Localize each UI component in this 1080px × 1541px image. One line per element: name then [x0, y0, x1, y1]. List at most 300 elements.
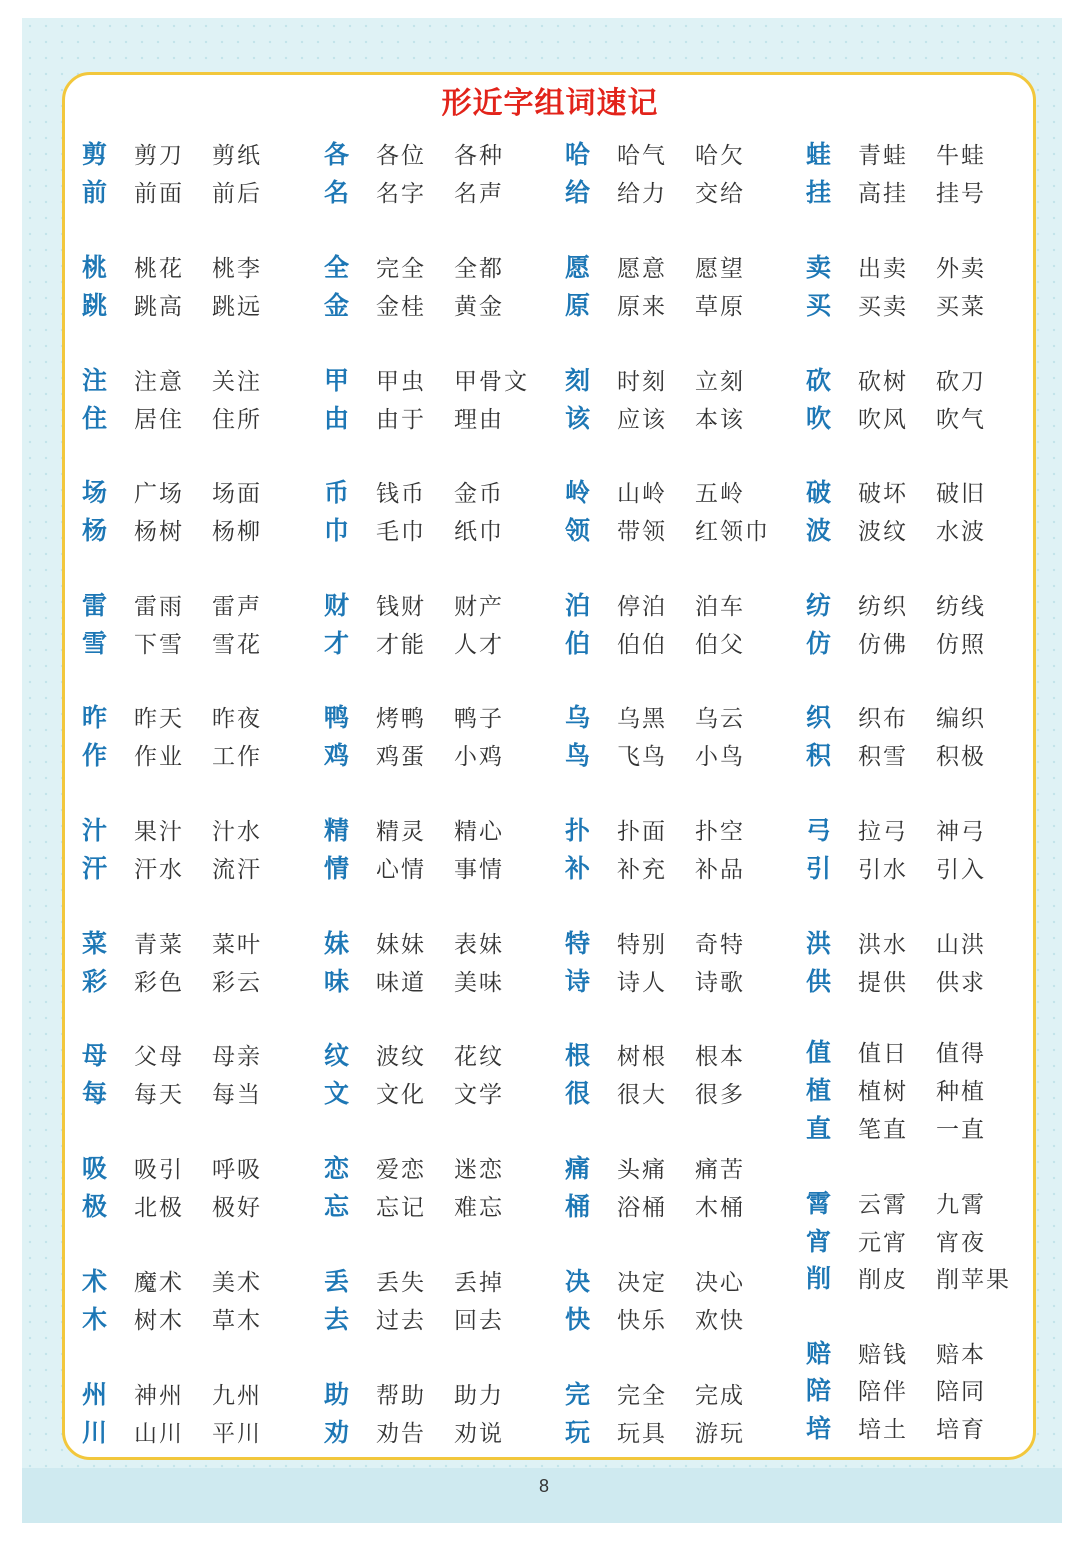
- entry-word: 各位: [376, 142, 426, 169]
- entry-character: 培: [806, 1414, 832, 1443]
- entry-word: 纺线: [936, 593, 986, 620]
- entry-word: 全都: [454, 255, 504, 282]
- entry-character: 诗: [565, 967, 591, 996]
- entry-word: 金币: [454, 480, 504, 507]
- word-entry: [565, 923, 773, 961]
- entry-word: 桃李: [212, 255, 262, 282]
- entry-word: 剪刀: [134, 142, 184, 169]
- entry-word: 很大: [617, 1081, 667, 1108]
- word-entry: [82, 398, 290, 436]
- entry-word: 山川: [134, 1420, 184, 1447]
- word-entry: [324, 923, 532, 961]
- entry-character: 助: [324, 1380, 350, 1409]
- entry-word: 树根: [617, 1043, 667, 1070]
- word-entry: [806, 810, 1014, 848]
- entry-character: 完: [565, 1380, 591, 1409]
- entry-character: 赔: [806, 1339, 832, 1368]
- entry-word: 九霄: [936, 1191, 986, 1218]
- entry-word: 花纹: [454, 1043, 504, 1070]
- entry-word: 雷声: [212, 593, 262, 620]
- entry-character: 妹: [324, 929, 350, 958]
- entry-word: 仿照: [936, 631, 986, 658]
- entry-word: 人才: [454, 631, 504, 658]
- entry-word: 钱财: [376, 593, 426, 620]
- entry-word: 跳远: [212, 293, 262, 320]
- entry-word: 高挂: [858, 180, 908, 207]
- word-entry: [806, 1333, 1014, 1371]
- entry-character: 财: [324, 591, 350, 620]
- entry-character: 恋: [324, 1154, 350, 1183]
- entry-character: 引: [806, 854, 832, 883]
- entry-character: 汗: [82, 854, 108, 883]
- entry-word: 培育: [936, 1416, 986, 1443]
- entry-character: 快: [565, 1305, 591, 1334]
- entry-word: 金桂: [376, 293, 426, 320]
- entry-word: 青菜: [134, 931, 184, 958]
- entry-word: 吸引: [134, 1156, 184, 1183]
- entry-character: 仿: [806, 629, 832, 658]
- entry-character: 卖: [806, 253, 832, 282]
- word-entry: [806, 1221, 1014, 1259]
- word-entry: [806, 1258, 1014, 1296]
- entry-word: 树木: [134, 1307, 184, 1334]
- entry-character: 州: [82, 1380, 108, 1409]
- entry-character: 领: [565, 516, 591, 545]
- word-entry: [565, 697, 773, 735]
- entry-word: 甲虫: [376, 368, 426, 395]
- entry-word: 关注: [212, 368, 262, 395]
- word-entry: [565, 1073, 773, 1111]
- entry-character: 场: [82, 478, 108, 507]
- entry-word: 青蛙: [858, 142, 908, 169]
- entry-word: 扑空: [695, 818, 745, 845]
- entry-word: 忘记: [376, 1194, 426, 1221]
- entry-character: 吸: [82, 1154, 108, 1183]
- entry-character: 波: [806, 516, 832, 545]
- entry-word: 难忘: [454, 1194, 504, 1221]
- entry-word: 应该: [617, 406, 667, 433]
- word-entry: [565, 1261, 773, 1299]
- word-entry: [565, 472, 773, 510]
- entry-word: 草木: [212, 1307, 262, 1334]
- entry-word: 帮助: [376, 1382, 426, 1409]
- entry-word: 提供: [858, 969, 908, 996]
- entry-character: 直: [806, 1114, 832, 1143]
- entry-character: 菜: [82, 929, 108, 958]
- entry-word: 妹妹: [376, 931, 426, 958]
- entry-word: 欢快: [695, 1307, 745, 1334]
- entry-word: 钱币: [376, 480, 426, 507]
- word-entry: [324, 1374, 532, 1412]
- entry-character: 桃: [82, 253, 108, 282]
- entry-word: 根本: [695, 1043, 745, 1070]
- entry-character: 住: [82, 404, 108, 433]
- entry-word: 文学: [454, 1081, 504, 1108]
- entry-word: 供求: [936, 969, 986, 996]
- entry-character: 决: [565, 1267, 591, 1296]
- entry-word: 烤鸭: [376, 705, 426, 732]
- entry-character: 洪: [806, 929, 832, 958]
- entry-word: 诗人: [617, 969, 667, 996]
- word-entry: [82, 1261, 290, 1299]
- word-entry: [324, 1073, 532, 1111]
- word-entry: [565, 585, 773, 623]
- word-entry: [82, 810, 290, 848]
- entry-word: 砍树: [858, 368, 908, 395]
- entry-character: 破: [806, 478, 832, 507]
- entry-word: 场面: [212, 480, 262, 507]
- word-entry: [806, 134, 1014, 172]
- entry-word: 赔本: [936, 1341, 986, 1368]
- entry-character: 伯: [565, 629, 591, 658]
- entry-word: 吹气: [936, 406, 986, 433]
- word-entry: [324, 398, 532, 436]
- entry-character: 甲: [324, 366, 350, 395]
- entry-word: 五岭: [695, 480, 745, 507]
- entry-word: 财产: [454, 593, 504, 620]
- entry-word: 波纹: [858, 518, 908, 545]
- word-entry: [806, 172, 1014, 210]
- word-entry: [806, 510, 1014, 548]
- entry-word: 才能: [376, 631, 426, 658]
- entry-word: 宵夜: [936, 1229, 986, 1256]
- entry-word: 仿佛: [858, 631, 908, 658]
- entry-word: 丢掉: [454, 1269, 504, 1296]
- entry-word: 元宵: [858, 1229, 908, 1256]
- entry-word: 每天: [134, 1081, 184, 1108]
- entry-character: 植: [806, 1076, 832, 1105]
- entry-character: 杨: [82, 516, 108, 545]
- word-entry: [806, 585, 1014, 623]
- entry-word: 迷恋: [454, 1156, 504, 1183]
- entry-word: 广场: [134, 480, 184, 507]
- word-entry: [806, 1108, 1014, 1146]
- entry-character: 汁: [82, 816, 108, 845]
- entry-word: 笔直: [858, 1116, 908, 1143]
- entry-word: 削苹果: [936, 1266, 1011, 1293]
- entry-word: 表妹: [454, 931, 504, 958]
- entry-word: 助力: [454, 1382, 504, 1409]
- word-entry: [82, 247, 290, 285]
- entry-word: 破坏: [858, 480, 908, 507]
- entry-character: 根: [565, 1041, 591, 1070]
- entry-word: 完全: [376, 255, 426, 282]
- entry-word: 理由: [454, 406, 504, 433]
- entry-word: 居住: [134, 406, 184, 433]
- word-entry: [82, 961, 290, 999]
- entry-word: 母亲: [212, 1043, 262, 1070]
- entry-word: 草原: [695, 293, 745, 320]
- entry-word: 纸巾: [454, 518, 504, 545]
- entry-character: 川: [82, 1418, 108, 1447]
- entry-character: 鸡: [324, 741, 350, 770]
- entry-word: 味道: [376, 969, 426, 996]
- entry-character: 给: [565, 178, 591, 207]
- word-entry: [806, 360, 1014, 398]
- entry-word: 小鸟: [695, 743, 745, 770]
- entry-character: 术: [82, 1267, 108, 1296]
- entry-word: 奇特: [695, 931, 745, 958]
- entry-word: 由于: [376, 406, 426, 433]
- entry-word: 削皮: [858, 1266, 908, 1293]
- word-entry: [806, 1183, 1014, 1221]
- entry-character: 雷: [82, 591, 108, 620]
- word-entry: [324, 623, 532, 661]
- entry-word: 丢失: [376, 1269, 426, 1296]
- entry-word: 甲骨文: [454, 368, 529, 395]
- entry-word: 神州: [134, 1382, 184, 1409]
- entry-word: 伯伯: [617, 631, 667, 658]
- entry-character: 该: [565, 404, 591, 433]
- word-entry: [324, 735, 532, 773]
- word-entry: [565, 1412, 773, 1450]
- entry-word: 砍刀: [936, 368, 986, 395]
- word-entry: [324, 1261, 532, 1299]
- entry-word: 乌黑: [617, 705, 667, 732]
- entry-word: 注意: [134, 368, 184, 395]
- entry-character: 彩: [82, 967, 108, 996]
- entry-word: 桃花: [134, 255, 184, 282]
- word-entry: [82, 285, 290, 323]
- word-entry: [82, 510, 290, 548]
- entry-word: 停泊: [617, 593, 667, 620]
- entry-word: 木桶: [695, 1194, 745, 1221]
- word-entry: [324, 510, 532, 548]
- entry-word: 美味: [454, 969, 504, 996]
- entry-word: 愿意: [617, 255, 667, 282]
- entry-word: 引水: [858, 856, 908, 883]
- entry-character: 由: [324, 404, 350, 433]
- entry-character: 纹: [324, 1041, 350, 1070]
- entry-word: 出卖: [858, 255, 908, 282]
- entry-character: 全: [324, 253, 350, 282]
- entry-word: 补充: [617, 856, 667, 883]
- entry-word: 劝说: [454, 1420, 504, 1447]
- entry-word: 魔术: [134, 1269, 184, 1296]
- entry-word: 山洪: [936, 931, 986, 958]
- entry-word: 平川: [212, 1420, 262, 1447]
- word-entry: [565, 134, 773, 172]
- entry-word: 昨天: [134, 705, 184, 732]
- entry-character: 蛙: [806, 140, 832, 169]
- entry-character: 陪: [806, 1376, 832, 1405]
- entry-word: 工作: [212, 743, 262, 770]
- entry-character: 鸟: [565, 741, 591, 770]
- word-entry: [82, 697, 290, 735]
- entry-word: 头痛: [617, 1156, 667, 1183]
- entry-word: 买卖: [858, 293, 908, 320]
- entry-character: 砍: [806, 366, 832, 395]
- entry-character: 岭: [565, 478, 591, 507]
- entry-word: 跳高: [134, 293, 184, 320]
- word-entry: [82, 1186, 290, 1224]
- entry-character: 刻: [565, 366, 591, 395]
- entry-word: 下雪: [134, 631, 184, 658]
- entry-character: 忘: [324, 1192, 350, 1221]
- entry-word: 培土: [858, 1416, 908, 1443]
- entry-word: 愿望: [695, 255, 745, 282]
- entry-word: 神弓: [936, 818, 986, 845]
- entry-word: 事情: [454, 856, 504, 883]
- word-entry: [324, 134, 532, 172]
- word-entry: [82, 134, 290, 172]
- entry-word: 赔钱: [858, 1341, 908, 1368]
- word-entry: [565, 247, 773, 285]
- word-entry: [324, 1412, 532, 1450]
- entry-character: 特: [565, 929, 591, 958]
- entry-character: 补: [565, 854, 591, 883]
- entry-character: 弓: [806, 816, 832, 845]
- word-entry: [82, 172, 290, 210]
- entry-word: 飞鸟: [617, 743, 667, 770]
- entry-word: 雷雨: [134, 593, 184, 620]
- entry-word: 汁水: [212, 818, 262, 845]
- entry-word: 引入: [936, 856, 986, 883]
- entry-character: 精: [324, 816, 350, 845]
- entry-word: 乌云: [695, 705, 745, 732]
- entry-word: 一直: [936, 1116, 986, 1143]
- entry-word: 诗歌: [695, 969, 745, 996]
- word-entry: [82, 585, 290, 623]
- entry-word: 水波: [936, 518, 986, 545]
- entry-word: 本该: [695, 406, 745, 433]
- entry-character: 母: [82, 1041, 108, 1070]
- word-entry: [806, 961, 1014, 999]
- entry-character: 去: [324, 1305, 350, 1334]
- entry-word: 哈欠: [695, 142, 745, 169]
- entry-character: 极: [82, 1192, 108, 1221]
- entry-character: 玩: [565, 1418, 591, 1447]
- entry-character: 作: [82, 741, 108, 770]
- entry-word: 织布: [858, 705, 908, 732]
- word-entry: [324, 472, 532, 510]
- entry-word: 陪同: [936, 1378, 986, 1405]
- entry-word: 决定: [617, 1269, 667, 1296]
- entry-character: 跳: [82, 291, 108, 320]
- entry-word: 陪伴: [858, 1378, 908, 1405]
- entry-word: 父母: [134, 1043, 184, 1070]
- entry-word: 精灵: [376, 818, 426, 845]
- entry-word: 交给: [695, 180, 745, 207]
- entry-word: 很多: [695, 1081, 745, 1108]
- entry-word: 积极: [936, 743, 986, 770]
- word-entry: [565, 735, 773, 773]
- entry-word: 补品: [695, 856, 745, 883]
- entry-word: 牛蛙: [936, 142, 986, 169]
- entry-word: 果汁: [134, 818, 184, 845]
- word-entry: [324, 172, 532, 210]
- entry-word: 文化: [376, 1081, 426, 1108]
- word-entry: [82, 735, 290, 773]
- word-entry: [806, 697, 1014, 735]
- entry-word: 立刻: [695, 368, 745, 395]
- entry-word: 种植: [936, 1078, 986, 1105]
- entry-character: 泊: [565, 591, 591, 620]
- entry-word: 泊车: [695, 593, 745, 620]
- word-entry: [565, 398, 773, 436]
- word-entry: [324, 1186, 532, 1224]
- entry-word: 挂号: [936, 180, 986, 207]
- entry-word: 雪花: [212, 631, 262, 658]
- entry-word: 给力: [617, 180, 667, 207]
- word-entry: [82, 1299, 290, 1337]
- entry-character: 注: [82, 366, 108, 395]
- entry-word: 杨柳: [212, 518, 262, 545]
- entry-character: 丢: [324, 1267, 350, 1296]
- entry-character: 很: [565, 1079, 591, 1108]
- word-entry: [565, 510, 773, 548]
- word-entry: [565, 810, 773, 848]
- entry-word: 买菜: [936, 293, 986, 320]
- entry-word: 鸭子: [454, 705, 504, 732]
- entry-word: 值得: [936, 1040, 986, 1067]
- entry-character: 鸭: [324, 703, 350, 732]
- word-entry: [324, 585, 532, 623]
- entry-character: 名: [324, 178, 350, 207]
- entry-word: 昨夜: [212, 705, 262, 732]
- word-entry: [82, 1073, 290, 1111]
- word-entry: [82, 472, 290, 510]
- entry-word: 每当: [212, 1081, 262, 1108]
- entry-character: 劝: [324, 1418, 350, 1447]
- word-entry: [324, 1035, 532, 1073]
- word-entry: [565, 961, 773, 999]
- word-entry: [806, 1070, 1014, 1108]
- entry-character: 乌: [565, 703, 591, 732]
- entry-word: 伯父: [695, 631, 745, 658]
- entry-word: 精心: [454, 818, 504, 845]
- word-entry: [565, 1148, 773, 1186]
- word-entry: [806, 1032, 1014, 1070]
- word-entry: [806, 623, 1014, 661]
- entry-word: 云霄: [858, 1191, 908, 1218]
- entry-word: 痛苦: [695, 1156, 745, 1183]
- entry-word: 浴桶: [617, 1194, 667, 1221]
- entry-word: 原来: [617, 293, 667, 320]
- entry-word: 呼吸: [212, 1156, 262, 1183]
- entry-character: 桶: [565, 1192, 591, 1221]
- word-entry: [565, 1186, 773, 1224]
- word-entry: [324, 697, 532, 735]
- word-entry: [565, 285, 773, 323]
- word-entry: [806, 848, 1014, 886]
- entry-word: 毛巾: [376, 518, 426, 545]
- entry-character: 挂: [806, 178, 832, 207]
- entry-word: 彩云: [212, 969, 262, 996]
- word-entry: [806, 472, 1014, 510]
- entry-word: 名字: [376, 180, 426, 207]
- word-entry: [565, 848, 773, 886]
- entry-character: 愿: [565, 253, 591, 282]
- entry-word: 名声: [454, 180, 504, 207]
- page-title: 形近字组词速记: [441, 86, 659, 121]
- entry-character: 前: [82, 178, 108, 207]
- word-entry: [324, 848, 532, 886]
- entry-word: 极好: [212, 1194, 262, 1221]
- entry-character: 扑: [565, 816, 591, 845]
- entry-word: 游玩: [695, 1420, 745, 1447]
- word-entry: [82, 848, 290, 886]
- entry-word: 汗水: [134, 856, 184, 883]
- entry-word: 值日: [858, 1040, 908, 1067]
- entry-word: 快乐: [617, 1307, 667, 1334]
- entry-word: 心情: [376, 856, 426, 883]
- entry-word: 决心: [695, 1269, 745, 1296]
- entry-word: 黄金: [454, 293, 504, 320]
- entry-word: 彩色: [134, 969, 184, 996]
- entry-word: 九州: [212, 1382, 262, 1409]
- word-entry: [806, 923, 1014, 961]
